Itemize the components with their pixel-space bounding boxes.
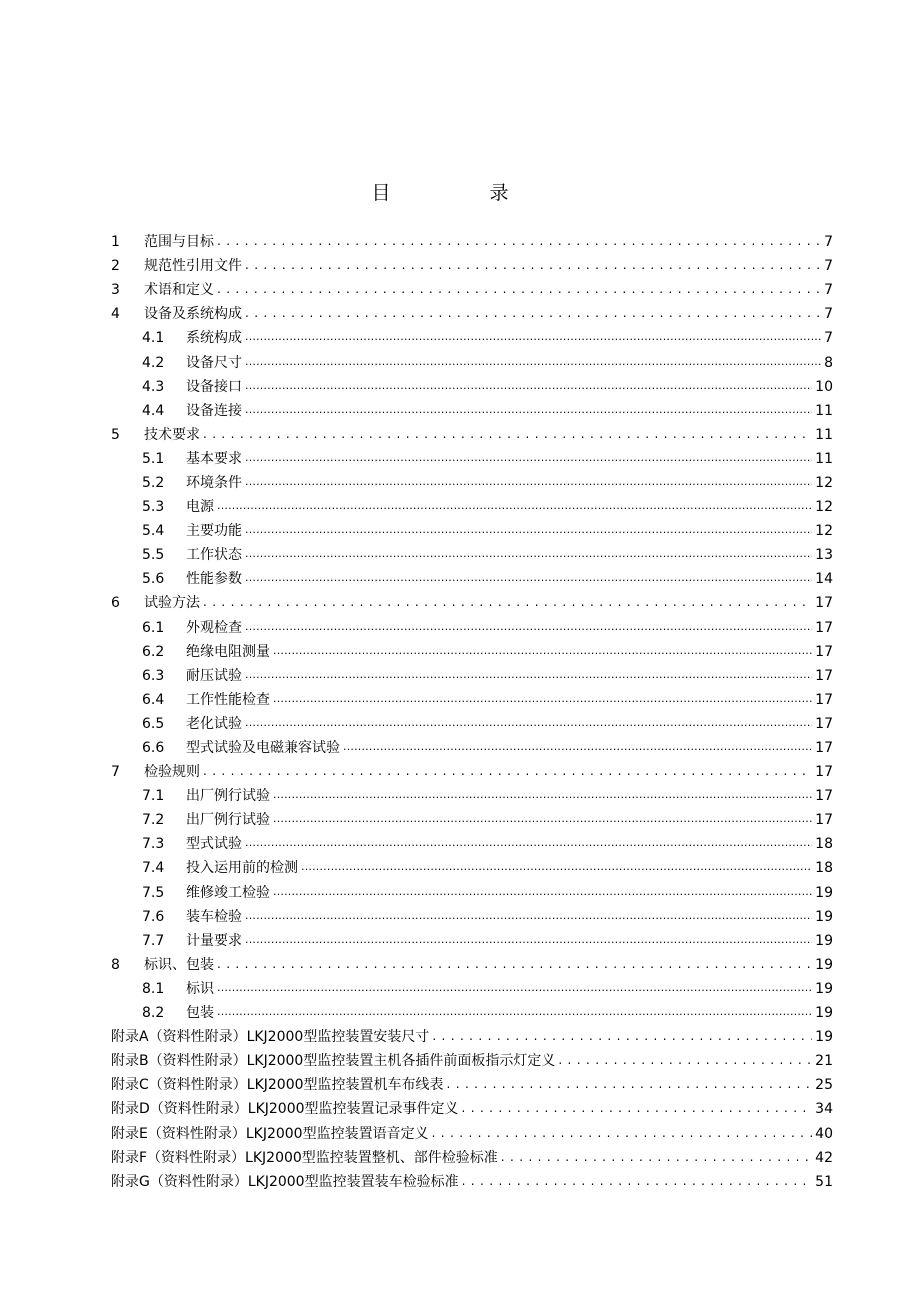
toc-dot-leader [245,546,812,564]
toc-entry-label: 系统构成 [186,330,242,347]
toc-entry-number: 2 [111,258,120,275]
toc-entry-page: 19 [815,980,833,997]
toc-dot-leader [217,233,821,251]
toc-entry-number: 7.6 [142,908,165,925]
toc-dot-leader [462,1100,813,1118]
toc-entry-page: 19 [815,908,833,925]
toc-entry-number: 7.7 [142,932,165,949]
toc-entry-page: 17 [815,643,833,660]
toc-entry[interactable] [111,616,833,640]
toc-entry-label: 设备及系统构成 [144,306,242,323]
toc-entry[interactable] [111,254,833,278]
toc-entry-page: 19 [815,956,833,973]
toc-entry-number: 5.1 [142,450,165,467]
toc-entry-label: 试验方法 [144,595,200,612]
toc-entry-page: 12 [815,523,833,540]
toc-dot-leader [217,1004,812,1022]
toc-dot-leader [273,643,812,661]
toc-dot-leader [245,402,812,420]
toc-entry[interactable] [111,495,833,519]
toc-entry-label: 标识、包装 [144,956,214,973]
toc-entry-number: 4.4 [142,402,165,419]
toc-entry-label: 附录F（资料性附录）LKJ2000型监控装置整机、部件检验标准 [111,1149,498,1166]
toc-entry-label: 设备接口 [186,378,242,395]
toc-entry-label: 出厂例行试验 [186,788,270,805]
toc-dot-leader [245,715,812,733]
toc-entry[interactable] [111,567,833,591]
toc-entry-label: 计量要求 [186,932,242,949]
toc-entry-label: 规范性引用文件 [144,258,242,275]
toc-entry-label: 术语和定义 [144,282,214,299]
toc-dot-leader [203,594,812,612]
toc-entry-page: 17 [815,619,833,636]
toc-dot-leader [273,811,812,829]
toc-dot-leader [245,354,821,372]
toc-entry-page: 11 [815,426,833,443]
toc-entry-number: 5 [111,426,120,443]
toc-entry[interactable] [111,832,833,856]
toc-dot-leader [217,498,812,516]
toc-dot-leader [558,1052,812,1070]
toc-entry-number: 5.4 [142,523,165,540]
toc-dot-leader [245,570,812,588]
toc-entry-number: 7 [111,764,120,781]
toc-entry-label: 环境条件 [186,474,242,491]
toc-entry[interactable] [111,977,833,1001]
toc-dot-leader [273,691,812,709]
toc-dot-leader [245,619,812,637]
toc-entry[interactable] [111,881,833,905]
toc-entry-number: 7.5 [142,884,165,901]
toc-entry-label: 维修竣工检验 [186,884,270,901]
toc-entry-page: 7 [824,258,833,275]
toc-entry-page: 7 [824,330,833,347]
toc-entry-page: 21 [815,1053,833,1070]
toc-entry-page: 42 [815,1149,833,1166]
toc-entry[interactable] [111,856,833,880]
toc-entry-label: 型式试验 [186,836,242,853]
toc-entry-label: 基本要求 [186,450,242,467]
toc-dot-leader [245,835,812,853]
toc-dot-leader [203,763,812,781]
toc-entry-label: 电源 [186,499,214,516]
toc-entry-number: 6.4 [142,691,165,708]
toc-dot-leader [245,667,812,685]
toc-entry-number: 8.1 [142,980,165,997]
toc-entry-label: 附录C（资料性附录）LKJ2000型监控装置机车布线表 [111,1077,444,1094]
toc-entry-number: 6.5 [142,715,165,732]
toc-appendix-entry[interactable] [111,1049,833,1073]
toc-entry-page: 10 [815,378,833,395]
toc-entry-number: 7.4 [142,860,165,877]
toc-entry-label: 型式试验及电磁兼容试验 [186,740,340,757]
toc-entry-page: 17 [815,667,833,684]
toc-dot-leader [301,859,812,877]
toc-entry[interactable] [111,350,833,374]
toc-entry-number: 6 [111,595,120,612]
toc-dot-leader [273,884,812,902]
toc-entry-label: 检验规则 [144,764,200,781]
toc-entry-label: 设备尺寸 [186,354,242,371]
toc-entry-label: 主要功能 [186,523,242,540]
toc-entry-page: 19 [815,1005,833,1022]
toc-entry-number: 3 [111,282,120,299]
toc-entry-number: 5.3 [142,499,165,516]
toc-entry-page: 17 [815,764,833,781]
toc-entry-number: 4 [111,306,120,323]
toc-dot-leader [203,426,812,444]
toc-entry-label: 附录A（资料性附录）LKJ2000型监控装置安装尺寸 [111,1029,430,1046]
toc-entry-page: 51 [815,1173,833,1190]
toc-entry[interactable] [111,712,833,736]
toc-appendix-entry[interactable] [111,1025,833,1049]
toc-entry[interactable] [111,543,833,567]
toc-dot-leader [245,450,812,468]
toc-entry-page: 19 [815,932,833,949]
toc-entry-number: 7.1 [142,788,165,805]
toc-entry-number: 5.6 [142,571,165,588]
toc-dot-leader [501,1149,812,1167]
toc-entry-label: 技术要求 [144,426,200,443]
toc-entry-label: 工作状态 [186,547,242,564]
toc-entry-page: 17 [815,740,833,757]
toc-entry[interactable] [111,278,833,302]
toc-entry-label: 性能参数 [186,571,242,588]
toc-entry-number: 4.1 [142,330,165,347]
toc-entry-label: 投入运用前的检测 [186,860,298,877]
toc-dot-leader [432,1125,813,1143]
toc-entry-number: 6.2 [142,643,165,660]
toc-entry[interactable] [111,640,833,664]
toc-entry-page: 12 [815,499,833,516]
toc-entry-page: 7 [824,306,833,323]
toc-entry-number: 5.5 [142,547,165,564]
toc-entry-label: 绝缘电阻测量 [186,643,270,660]
toc-dot-leader [245,474,812,492]
toc-entry-label: 附录G（资料性附录）LKJ2000型监控装置装车检验标准 [111,1173,459,1190]
toc-appendix-entry[interactable] [111,1146,833,1170]
toc-entry-page: 13 [815,547,833,564]
toc-entry-page: 7 [824,282,833,299]
toc-appendix-entry[interactable] [111,1097,833,1121]
toc-dot-leader [432,1028,812,1046]
toc-entry-label: 附录D（资料性附录）LKJ2000型监控装置记录事件定义 [111,1101,459,1118]
toc-entry[interactable] [111,736,833,760]
toc-dot-leader [245,932,812,950]
toc-entry-label: 外观检查 [186,619,242,636]
toc-entry[interactable] [111,375,833,399]
toc-entry-number: 1 [111,234,120,251]
toc-dot-leader [343,739,812,757]
toc-dot-leader [447,1076,813,1094]
toc-entry[interactable] [111,471,833,495]
toc-entry-label: 工作性能检查 [186,691,270,708]
toc-dot-leader [245,378,812,396]
toc-entry-page: 25 [815,1077,833,1094]
toc-entry-label: 范围与目标 [144,234,214,251]
toc-entry[interactable] [111,808,833,832]
toc-entry-label: 装车检验 [186,908,242,925]
toc-entry-page: 19 [815,1029,833,1046]
toc-entry[interactable] [111,760,833,784]
toc-entry[interactable] [111,784,833,808]
toc-entry[interactable] [111,399,833,423]
toc-appendix-entry[interactable] [111,1073,833,1097]
toc-entry-page: 17 [815,691,833,708]
toc-entry-page: 34 [815,1101,833,1118]
toc-entry-label: 老化试验 [186,715,242,732]
toc-entry-page: 14 [815,571,833,588]
toc-entry[interactable] [111,688,833,712]
toc-entry[interactable] [111,1001,833,1025]
toc-entry-label: 包装 [186,1005,214,1022]
toc-dot-leader [217,980,812,998]
toc-entry-label: 设备连接 [186,402,242,419]
toc-appendix-entry[interactable] [111,1121,833,1145]
toc-entry-number: 6.3 [142,667,165,684]
toc-entry[interactable] [111,591,833,615]
toc-entry[interactable] [111,423,833,447]
toc-entry-number: 4.2 [142,354,165,371]
toc-dot-leader [245,908,812,926]
toc-entry-number: 5.2 [142,474,165,491]
toc-entry[interactable] [111,929,833,953]
toc-entry-page: 19 [815,884,833,901]
toc-entry-label: 耐压试验 [186,667,242,684]
toc-entry-page: 12 [815,474,833,491]
toc-appendix-entry[interactable] [111,1170,833,1194]
toc-dot-leader [462,1173,813,1191]
toc-entry-page: 17 [815,595,833,612]
toc-entry[interactable] [111,905,833,929]
toc-dot-leader [245,257,821,275]
toc-entry-label: 附录E（资料性附录）LKJ2000型监控装置语音定义 [111,1125,429,1142]
toc-dot-leader [273,787,812,805]
toc-entry-page: 17 [815,715,833,732]
toc-dot-leader [245,305,821,323]
toc-entry-number: 6.6 [142,740,165,757]
toc-entry-page: 11 [815,450,833,467]
toc-entry-number: 8.2 [142,1005,165,1022]
toc-title: 目 录 [371,182,549,204]
toc-entry[interactable] [111,953,833,977]
toc-entry-page: 11 [815,402,833,419]
toc-entry-page: 17 [815,788,833,805]
toc-list [111,230,833,1194]
toc-entry-page: 40 [815,1125,833,1142]
toc-entry[interactable] [111,326,833,350]
toc-entry-label: 出厂例行试验 [186,812,270,829]
toc-entry-number: 6.1 [142,619,165,636]
toc-entry-number: 4.3 [142,378,165,395]
toc-entry[interactable] [111,302,833,326]
toc-entry-label: 附录B（资料性附录）LKJ2000型监控装置主机各插件前面板指示灯定义 [111,1053,556,1070]
toc-entry-page: 7 [824,234,833,251]
toc-entry[interactable] [111,519,833,543]
toc-entry-page: 18 [815,836,833,853]
toc-entry-number: 7.3 [142,836,165,853]
toc-entry-label: 标识 [186,980,214,997]
toc-dot-leader [245,522,812,540]
toc-entry[interactable] [111,664,833,688]
toc-entry-number: 8 [111,956,120,973]
toc-entry-page: 17 [815,812,833,829]
toc-dot-leader [217,281,821,299]
toc-entry-page: 8 [824,354,833,371]
toc-entry[interactable] [111,230,833,254]
toc-entry-page: 18 [815,860,833,877]
toc-entry-number: 7.2 [142,812,165,829]
toc-dot-leader [217,956,812,974]
toc-entry[interactable] [111,447,833,471]
toc-dot-leader [245,329,821,347]
